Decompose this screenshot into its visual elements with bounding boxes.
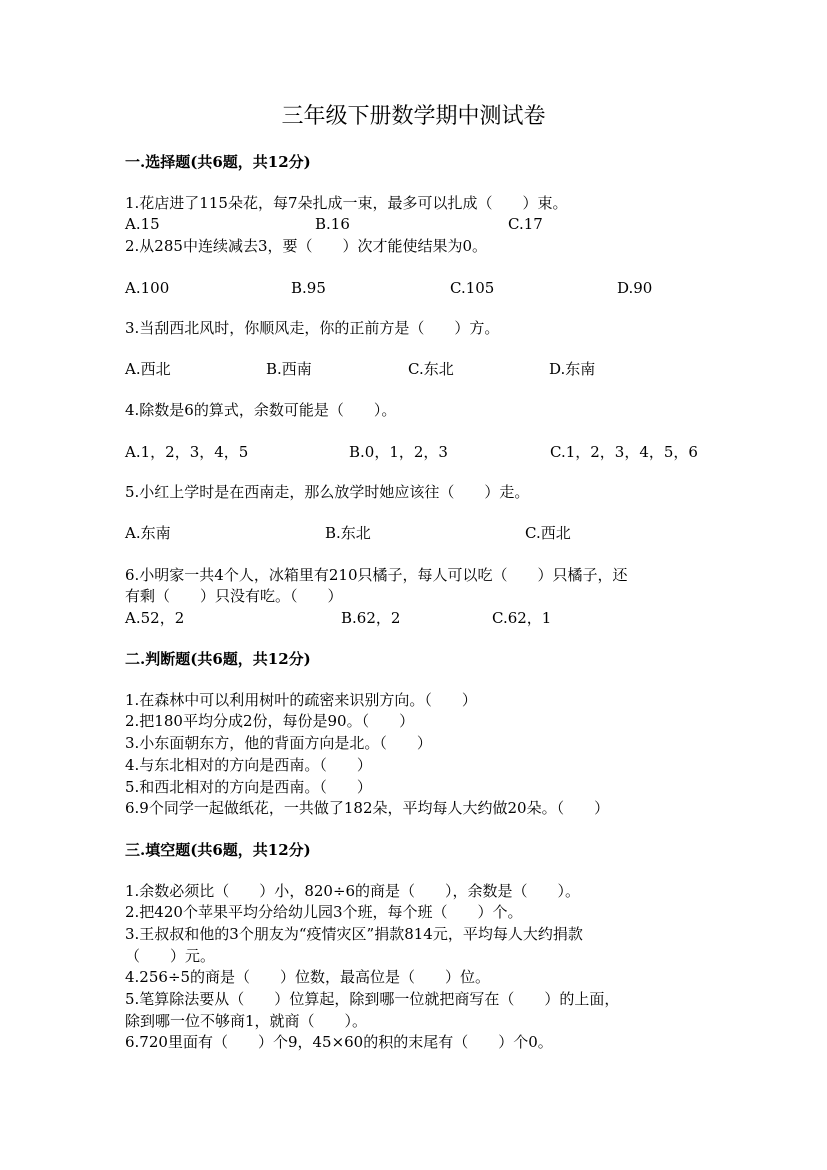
list-item: 5.和西北相对的方向是西南。（ ） xyxy=(125,778,372,796)
list-item: 5.笔算除法要从（ ）位算起，除到哪一位就把商写在（ ）的上面， xyxy=(125,990,620,1008)
option: C.东北 xyxy=(408,360,454,378)
list-item: 4.与东北相对的方向是西南。（ ） xyxy=(125,756,372,774)
option: A.15 xyxy=(125,215,160,233)
list-item: 4.256÷5的商是（ ）位数，最高位是（ ）位。 xyxy=(125,968,491,986)
list-item: 3.王叔叔和他的3个朋友为“疫情灾区”捐款814元，平均每人大约捐款 xyxy=(125,925,583,943)
page-title: 三年级下册数学期中测试卷 xyxy=(281,104,546,129)
section-heading-judgement: 二.判断题(共6题，共12分) xyxy=(125,650,311,668)
list-item: 1.余数必须比（ ）小，820÷6的商是（ ），余数是（ ）。 xyxy=(125,882,581,900)
list-item: 3.小东面朝东方，他的背面方向是北。（ ） xyxy=(125,734,432,752)
list-item: 1.在森林中可以利用树叶的疏密来识别方向。（ ） xyxy=(125,691,477,709)
list-item: 2.把180平均分成2份，每份是90。（ ） xyxy=(125,712,415,730)
option: A.52，2 xyxy=(125,609,185,627)
question-text: 6.小明家一共4个人，冰箱里有210只橘子，每人可以吃（ ）只橘子，还 xyxy=(125,566,628,584)
section-heading-fill-blank: 三.填空题(共6题，共12分) xyxy=(125,841,311,859)
option: B.62，2 xyxy=(341,609,401,627)
list-item: （ ）元。 xyxy=(125,947,216,965)
question-text: 有剩（ ）只没有吃。（ ） xyxy=(125,587,343,605)
question-text: 5.小红上学时是在西南走，那么放学时她应该往（ ）走。 xyxy=(125,483,530,501)
option: B.95 xyxy=(291,279,326,297)
option: B.东北 xyxy=(325,524,371,542)
option: B.0，1，2，3 xyxy=(349,443,448,461)
option: B.西南 xyxy=(266,360,312,378)
option: C.105 xyxy=(450,279,495,297)
list-item: 除到哪一位不够商1，就商（ ）。 xyxy=(125,1012,368,1030)
option: C.17 xyxy=(508,215,543,233)
question-text: 1.花店进了115朵花，每7朵扎成一束，最多可以扎成（ ）束。 xyxy=(125,194,568,212)
list-item: 2.把420个苹果平均分给幼儿园3个班，每个班（ ）个。 xyxy=(125,903,523,921)
option: A.100 xyxy=(125,279,170,297)
question-text: 3.当刮西北风时，你顺风走，你的正前方是（ ）方。 xyxy=(125,319,500,337)
option: D.东南 xyxy=(549,360,596,378)
option: C.1，2，3，4，5，6 xyxy=(550,443,698,461)
list-item: 6.720里面有（ ）个9，45×60的积的末尾有（ ）个0。 xyxy=(125,1033,553,1051)
list-item: 6.9个同学一起做纸花，一共做了182朵，平均每人大约做20朵。（ ） xyxy=(125,799,610,817)
option: A.东南 xyxy=(125,524,171,542)
option: A.西北 xyxy=(125,360,171,378)
option: A.1，2，3，4，5 xyxy=(125,443,249,461)
section-heading-choice: 一.选择题(共6题，共12分) xyxy=(125,153,311,171)
option: B.16 xyxy=(315,215,350,233)
option: D.90 xyxy=(617,279,653,297)
question-text: 4.除数是6的算式，余数可能是（ ）。 xyxy=(125,401,397,419)
question-text: 2.从285中连续减去3，要（ ）次才能使结果为0。 xyxy=(125,237,488,255)
option: C.62，1 xyxy=(492,609,552,627)
option: C.西北 xyxy=(525,524,571,542)
